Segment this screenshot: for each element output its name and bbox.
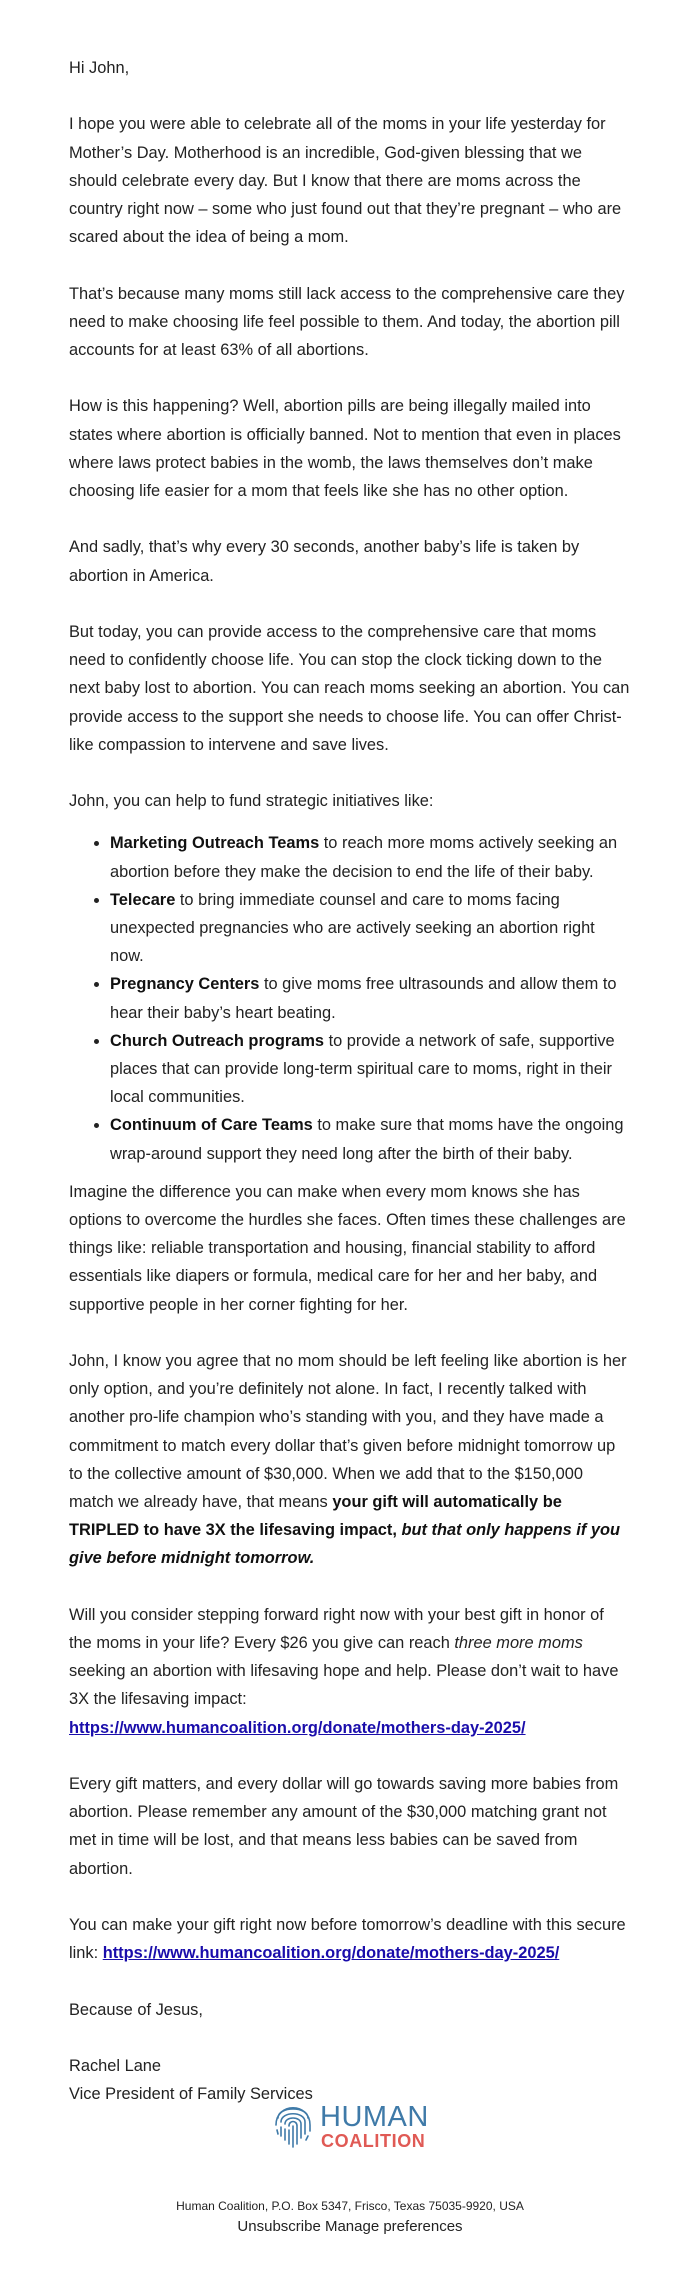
donate-link-1[interactable]: https://www.humancoalition.org/donate/mothers-day-2025/ bbox=[69, 1718, 526, 1737]
paragraph-8: John, I know you agree that no mom should be left feeling like abortion is her only option, and you’re definitely not alone. In fact, I recently talked with another pro-life champion who’s standing with you, and they have made a commitment to match every dollar that’s given before midnight tomorrow up to the collective amount of $30,000. When we add that to the $150,000 match we already have, that means your gift will automatically be TRIPLED to have 3X the lifesaving impact, but that only happens if you give before midnight tomorrow. bbox=[69, 1352, 627, 1568]
unsubscribe-link[interactable]: Unsubscribe bbox=[237, 2218, 321, 2235]
human-coalition-logo bbox=[272, 2096, 432, 2156]
paragraph-6: John, you can help to fund strategic initiatives like: bbox=[69, 792, 434, 811]
paragraph-4: And sadly, that’s why every 30 seconds, another baby’s life is taken by abortion in America. bbox=[69, 538, 580, 585]
list-item: • Pregnancy Centers to give moms free ultrasounds and allow them to hear their baby’s heart beating. bbox=[110, 970, 631, 1026]
footer-links bbox=[0, 2218, 700, 2235]
logo-word-human: HUMAN bbox=[320, 2101, 429, 2133]
greeting: Hi John, bbox=[69, 59, 130, 77]
paragraph-2: That’s because many moms still lack access to the comprehensive care they need to make choosing life feel possible to them. And today, the abortion pill accounts for at least 63% of all abortions. bbox=[69, 284, 625, 359]
initiatives-list bbox=[69, 829, 631, 1167]
list-item: • Marketing Outreach Teams to reach more moms actively seeking an abortion before they make the decision to end the life of their baby. bbox=[110, 829, 631, 885]
email-body bbox=[69, 54, 631, 2108]
paragraph-9: Will you consider stepping forward right now with your best gift in honor of the moms in your life? Every $26 you give can reach three more moms seeking an abortion with lifesaving hope and help. Please don’t wait to have 3X the lifesaving impact: https://www.humancoalition.org/donate/mothers-day-2025/ bbox=[69, 1605, 619, 1737]
signature-title: Vice President of Family Services bbox=[69, 2085, 313, 2104]
logo-word-coalition: COALITION bbox=[321, 2131, 426, 2151]
list-item: • Continuum of Care Teams to make sure that moms have the ongoing wrap-around support they need long after the birth of their baby. bbox=[110, 1111, 631, 1167]
list-item: • Telecare to bring immediate counsel and care to moms facing unexpected pregnancies who are actively seeking an abortion right now. bbox=[110, 886, 631, 971]
paragraph-10: Every gift matters, and every dollar will go towards saving more babies from abortion. Please remember any amount of the $30,000 matching grant not met in time will be lost, and that means less babies can be saved from abortion. bbox=[69, 1775, 619, 1878]
manage-preferences-link[interactable]: Manage preferences bbox=[324, 2218, 463, 2235]
paragraph-1: I hope you were able to celebrate all of the moms in your life yesterday for Mother’s Day. Motherhood is an incredible, God-given blessing that we should celebrate every day. But I know that there are moms across the country right now – some who just found out that they’re pregnant – who are scared about the idea of being a mom. bbox=[69, 115, 622, 247]
paragraph-11: You can make your gift right now before tomorrow’s deadline with this secure link: https://www.humancoalition.org/donate/mothers-day-2025/ bbox=[69, 1916, 626, 1963]
donate-link-2[interactable]: https://www.humancoalition.org/donate/mothers-day-2025/ bbox=[102, 1944, 560, 1963]
signature-name: Rachel Lane bbox=[69, 2057, 162, 2076]
closing: Because of Jesus, bbox=[69, 2000, 203, 2019]
list-item: • Church Outreach programs to provide a network of safe, supportive places that can provide long-term spiritual care to moms, right in their local communities. bbox=[110, 1027, 631, 1112]
fingerprint-icon bbox=[272, 2098, 314, 2150]
paragraph-7: Imagine the difference you can make when every mom knows she has options to overcome the hurdles she faces. Often times these challenges are things like: reliable transportation and housing, financial stability to afford essentials like diapers or formula, medical care for her and her baby, and supportive people in her corner fighting for her. bbox=[69, 1182, 626, 1314]
footer-address: Human Coalition, P.O. Box 5347, Frisco, Texas 75035-9920, USA bbox=[176, 2199, 524, 2213]
paragraph-5: But today, you can provide access to the comprehensive care that moms need to confidently choose life. You can stop the clock ticking down to the next baby lost to abortion. You can reach moms seeking an abortion. You can provide access to the support she needs to choose life. You can offer Christ-like compassion to intervene and save lives. bbox=[69, 622, 630, 754]
paragraph-3: How is this happening? Well, abortion pills are being illegally mailed into states where abortion is officially banned. Not to mention that even in places where laws protect babies in the womb, the laws themselves don’t make choosing life easier for a mom that feels like she has no other option. bbox=[69, 397, 621, 500]
